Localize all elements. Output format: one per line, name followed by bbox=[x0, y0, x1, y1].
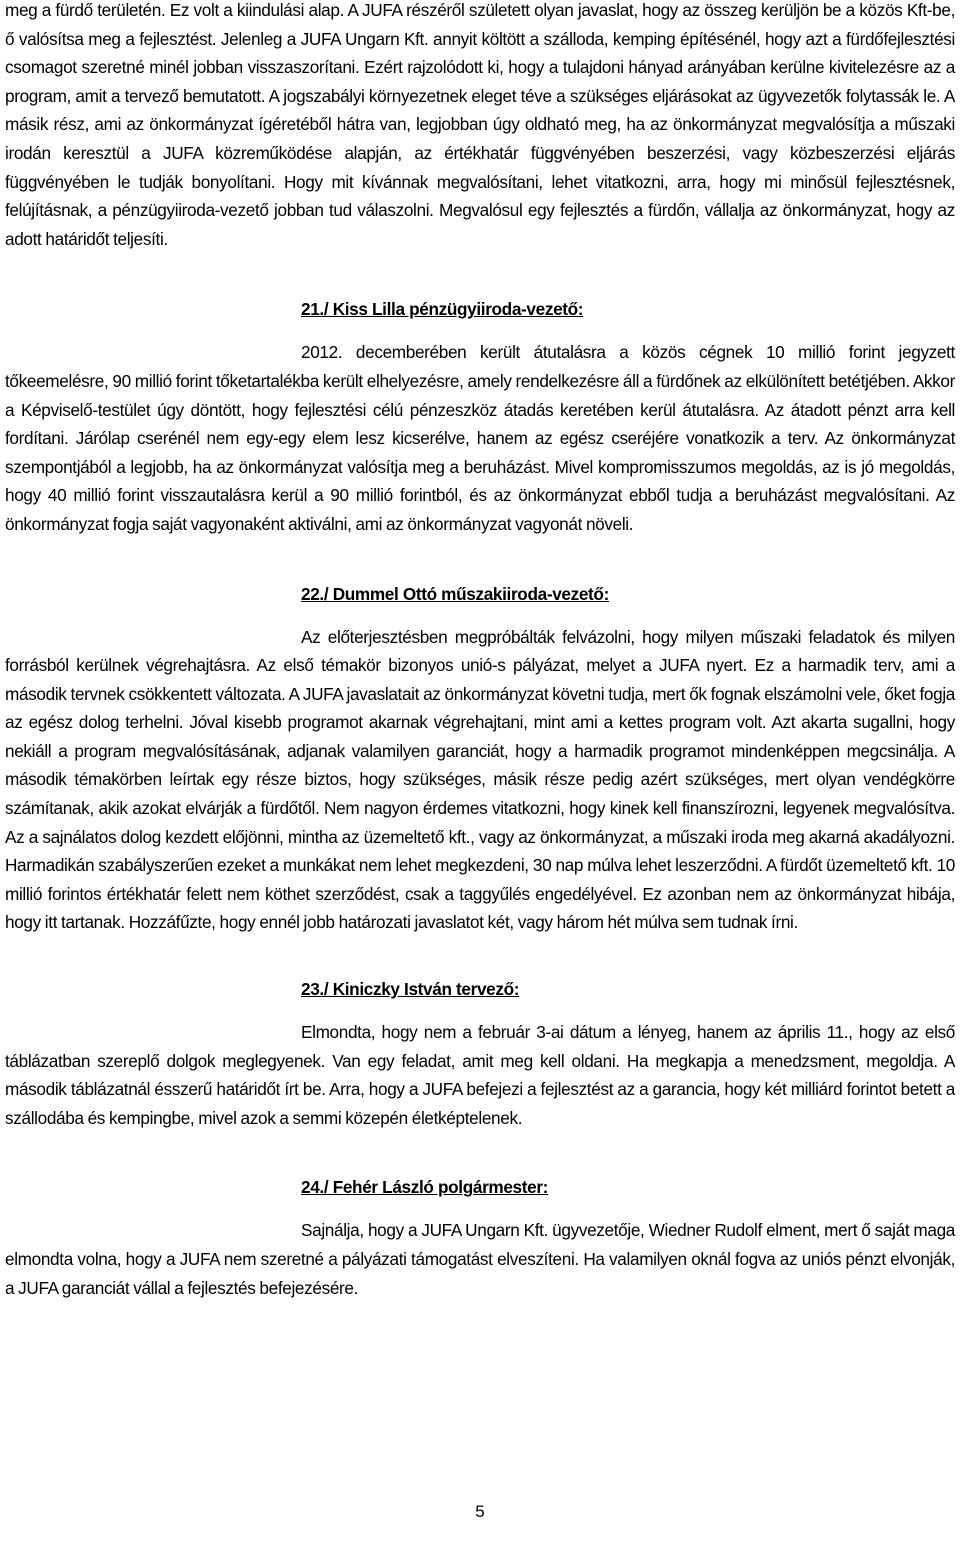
paragraph-23: Elmondta, hogy nem a február 3-ai dátum a lényeg, hanem az április 11., hogy az első táblázatban szereplő dolgok meglegyenek. Van egy feladat, amit meg kell oldani. Ha megkapja a menedzsment, megoldja. A második táblázatnál ésszerű határidőt írt be. Arra, hogy a JUFA befejezi a fejlesztést az a garancia, hogy két milliárd forintot betett a szállodába és kempingbe, mivel azok a semmi közepén életképtelenek. bbox=[5, 1022, 955, 1128]
paragraph-21: 2012. decemberében került átutalásra a közös cégnek 10 millió forint jegyzett tőkeemelésre, 90 millió forint tőketartalékba került elhelyezésre, amely rendelkezésre áll a fürdőnek az elkülönített betétjében. Akkor a Képviselő-testület úgy döntött, hogy fejlesztési célú pénzeszköz átadás keretében kerül átutalásra. Az átadott pénzt arra kell fordítani. Járólap cserénél nem egy-egy elem lesz kicserélve, hanem az egész cseréjére vonatkozik a terv. Az önkormányzat szempontjából a legjobb, ha az önkormányzat valósítja meg a beruházást. Mivel kompromisszumos megoldás, az is jó megoldás, hogy 40 millió forint visszautalásra kerül a 90 millió forintból, és az önkormányzat ebből tudja a beruházást megvalósítani. Az önkormányzat fogja saját vagyonaként aktiválni, ami az önkormányzat vagyonát növeli. bbox=[5, 342, 955, 534]
paragraph-22: Az előterjesztésben megpróbálták felvázolni, hogy milyen műszaki feladatok és milyen forrásból kerülnek végrehajtásra. Az első témakör bizonyos unió-s pályázat, melyet a JUFA nyert. Ez a harmadik terv, ami a második tervnek csökkentett változata. A JUFA javaslatait az önkormányzat követni tudja, mert ők fognak elszámolni vele, őket fogja az egész dolog terhelni. Jóval kisebb programot akarnak végrehajtani, mint ami a kettes program volt. Azt akarta sugallni, hogy nekiáll a program megvalósításának, adjanak valamilyen garanciát, hogy a harmadik programot mindenképpen megcsinálja. A második témakörben leírtak egy része biztos, hogy szükséges, másik része pedig azért szükséges, mert olyan vendégkörre számítanak, akik azokat elvárják a fürdőtől. Nem nagyon érdemes vitatkozni, hogy kinek kell finanszírozni, legyenek megvalósítva. Az a sajnálatos dolog kezdett előjönni, mintha az üzemeltető kft., vagy az önkormányzat, a műszaki iroda meg akarná akadályozni. Harmadikán szabályszerűen ezeket a munkákat nem lehet megkezdeni, 30 nap múlva lehet leszerződni. A fürdőt üzemeltető kft. 10 millió forintos értékhatár felett nem köthet szerződést, csak a taggyűlés engedélyével. Ez azonban nem az önkormányzat hibája, hogy itt tartanak. Hozzáfűzte, hogy ennél jobb határozati javaslatot két, vagy három hét múlva sem tudnak írni. bbox=[5, 626, 955, 933]
page-number: 5 bbox=[475, 1502, 485, 1521]
paragraph-24: Sajnálja, hogy a JUFA Ungarn Kft. ügyvezetője, Wiedner Rudolf elment, mert ő saját maga elmondta volna, hogy a JUFA nem szeretné a pályázati támogatást elveszíteni. Ha valamilyen oknál fogva az uniós pénzt elvonják, a JUFA garanciát vállal a fejlesztés befejezésére. bbox=[5, 1220, 955, 1298]
section-heading-22: 22./ Dummel Ottó műszakiiroda-vezető: bbox=[301, 583, 609, 604]
section-heading-23: 23./ Kiniczky István tervező: bbox=[301, 979, 520, 1000]
section-heading-24: 24./ Fehér László polgármester: bbox=[301, 1177, 549, 1198]
section-heading-21: 21./ Kiss Lilla pénzügyiiroda-vezető: bbox=[301, 299, 584, 320]
paragraph-continuation: meg a fürdő területén. Ez volt a kiindulási alap. A JUFA részéről született olyan javaslat, hogy az összeg kerüljön be a közös Kft-be, ő valósítsa meg a fejlesztést. Jelenleg a JUFA Ungarn Kft. annyit költött a szálloda, kemping építésénél, hogy azt a fürdőfejlesztési csomagot szeretné minél jobban visszaszorítani. Ezért rajzolódott ki, hogy a tulajdoni hányad arányában kerülne kivitelezésre az a program, amit a tervező bemutatott. A jogszabályi környezetnek eleget téve a szükséges eljárásokat az ügyvezetők folytassák le. A másik rész, ami az önkormányzat ígéretéből hátra van, legjobban úgy oldható meg, ha az önkormányzat megvalósítja a műszaki irodán keresztül a JUFA közreműködése alapján, az értékhatár függvényében beszerzési, vagy közbeszerzési eljárás függvényében le tudják bonyolítani. Hogy mit kívánnak megvalósítani, lehet vitatkozni, arra, hogy mi minősül fejlesztésnek, felújításnak, a pénzügyiiroda-vezető jobban tud válaszolni. Megvalósul egy fejlesztés a fürdőn, vállalja az önkormányzat, hogy az adott határidőt teljesíti. bbox=[5, 0, 955, 249]
